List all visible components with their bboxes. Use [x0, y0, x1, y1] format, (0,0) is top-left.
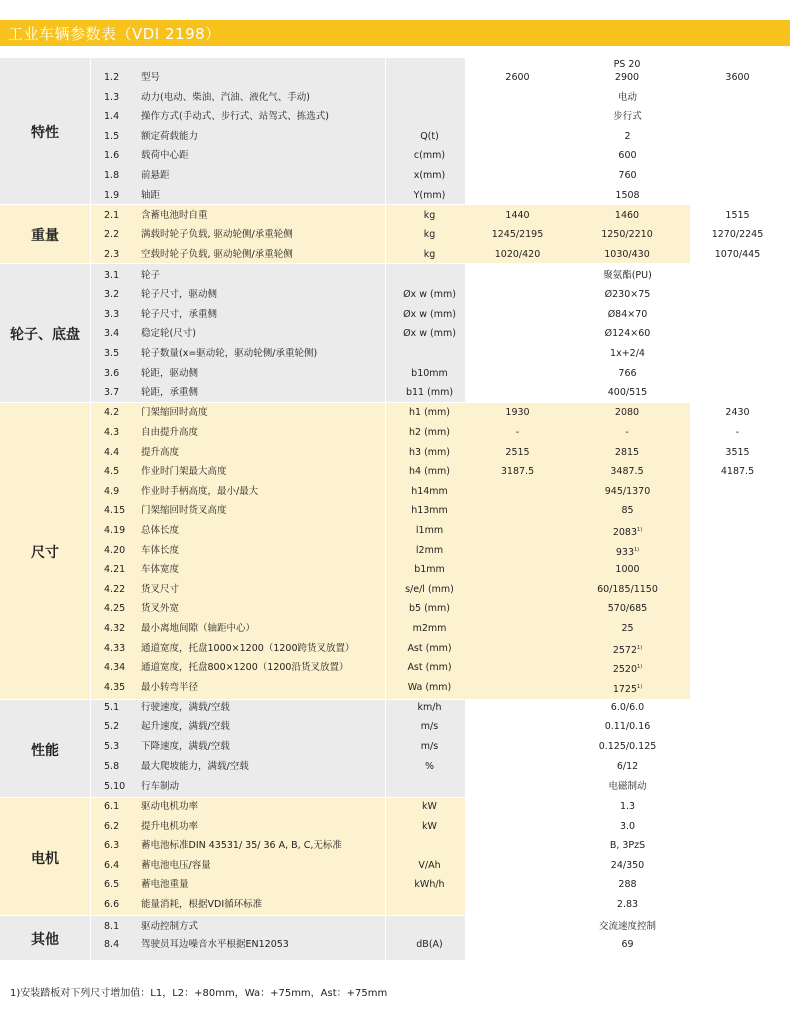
row-number: 4.32: [104, 623, 126, 634]
spec-row: [0, 206, 790, 225]
value-text: 6/12: [616, 761, 639, 772]
row-unit: Øx w (mm): [403, 309, 456, 320]
row-description: 蓄电池重量: [141, 879, 189, 890]
value-model-2: 1460: [614, 210, 640, 221]
row-description: 轮子尺寸，驱动侧: [141, 289, 218, 300]
value-text: 60/185/1150: [597, 584, 658, 595]
value-model-2: 2815: [614, 447, 640, 458]
value-model-2: 1250/2210: [601, 229, 653, 240]
row-value: [470, 266, 785, 285]
spec-row: [0, 462, 790, 481]
spec-row: [0, 521, 790, 540]
row-number: 1.4: [104, 111, 120, 122]
row-description: 提升电机功率: [141, 821, 199, 832]
spec-row: [0, 324, 790, 343]
spec-row: [0, 817, 790, 836]
spec-row: [0, 166, 790, 185]
row-unit: h13mm: [411, 505, 448, 516]
spec-row: [0, 146, 790, 165]
value-text: 2083: [612, 527, 638, 538]
row-number: 6.2: [104, 821, 120, 832]
row-unit: b5 (mm): [408, 603, 450, 614]
row-number: 5.3: [104, 741, 120, 752]
spec-row: [0, 364, 790, 383]
value-model-1: 2515: [505, 447, 530, 458]
row-unit: kg: [423, 249, 436, 260]
row-number: 5.2: [104, 721, 120, 732]
row-unit: Øx w (mm): [403, 289, 456, 300]
row-number: 1.6: [104, 150, 120, 161]
value-text: 步行式: [613, 111, 642, 122]
value-model-2: 3487.5: [610, 466, 644, 477]
spec-row: [0, 619, 790, 638]
row-value: [470, 895, 785, 914]
value-text: 1725: [612, 684, 638, 695]
row-value: [470, 166, 785, 185]
row-description: 提升高度: [141, 447, 180, 458]
row-value: [470, 777, 785, 796]
value-text: 85: [621, 505, 634, 516]
row-value: [470, 856, 785, 875]
row-unit: h3 (mm): [408, 447, 450, 458]
row-number: 6.4: [104, 860, 120, 871]
spec-row: [0, 797, 790, 816]
value-text: 25: [621, 623, 634, 634]
row-number: 6.3: [104, 840, 120, 851]
row-unit: kg: [423, 229, 436, 240]
row-unit: s/e/l (mm): [405, 584, 454, 595]
spec-row: [0, 678, 790, 697]
value-model-3: 1070/445: [714, 249, 761, 260]
row-description: 行车制动: [141, 781, 180, 792]
row-description: 驱动控制方式: [141, 921, 199, 932]
row-value: [470, 917, 785, 936]
value-model-3: 4187.5: [720, 466, 755, 477]
row-description: 含蓄电池时自重: [141, 210, 208, 221]
row-number: 2.3: [104, 249, 120, 260]
row-description: 起升速度，满载/空载: [141, 721, 230, 732]
spec-row: [0, 88, 790, 107]
row-description: 驱动电机功率: [141, 801, 199, 812]
row-unit: b11 (mm): [405, 387, 454, 398]
row-number: 4.2: [104, 407, 120, 418]
row-description: 门架缩回时货叉高度: [141, 505, 227, 516]
row-unit: Wa (mm): [407, 682, 452, 693]
row-description: 轴距: [141, 190, 161, 201]
row-value: [470, 107, 785, 126]
row-number: 1.8: [104, 170, 120, 181]
row-value: [470, 482, 785, 501]
title-bar: [0, 20, 790, 46]
row-value: [470, 344, 785, 363]
row-unit: kWh/h: [414, 879, 445, 890]
value-model-3: -: [735, 427, 740, 438]
value-text: 聚氨酯(PU): [603, 270, 652, 281]
row-unit: Q(t): [420, 131, 439, 142]
row-value: [470, 619, 785, 638]
row-description: 轮子数量(x=驱动轮，驱动轮侧/承重轮侧): [141, 348, 318, 359]
row-unit: kW: [422, 801, 437, 812]
row-number: 4.5: [104, 466, 120, 477]
row-value: [470, 817, 785, 836]
row-value: [470, 364, 785, 383]
footnote-marker: 1): [637, 645, 643, 651]
row-description: 总体长度: [141, 525, 180, 536]
row-unit: Ast (mm): [407, 643, 452, 654]
row-value: [470, 580, 785, 599]
row-value: [470, 146, 785, 165]
row-description: 稳定轮(尺寸): [141, 328, 196, 339]
row-number: 4.34: [104, 662, 126, 673]
row-description: 轮子: [141, 270, 161, 281]
row-description: 作业时手柄高度，最小/最大: [141, 486, 259, 497]
row-number: 8.1: [104, 921, 120, 932]
spec-row: [0, 836, 790, 855]
row-value: [470, 717, 785, 736]
row-description: 自由提升高度: [141, 427, 199, 438]
row-value: [470, 541, 785, 562]
row-description: 货叉尺寸: [141, 584, 180, 595]
row-description: 空载时轮子负载, 驱动轮侧/承重轮侧: [141, 249, 293, 260]
spec-row: [0, 443, 790, 462]
spec-row: [0, 403, 790, 422]
spec-row: [0, 935, 790, 954]
spec-row: [0, 225, 790, 244]
page-title: 工业车辆参数表（VDI 2198）: [8, 25, 221, 43]
row-value: [470, 186, 785, 205]
row-value: [470, 658, 785, 679]
row-number: 4.20: [104, 545, 126, 556]
spec-row: [0, 107, 790, 126]
value-model-1: 1440: [505, 210, 530, 221]
section-label: 轮子、底盘: [10, 327, 80, 343]
model-name: PS 20: [613, 59, 641, 70]
row-description: 动力(电动、柴油、汽油、液化气、手动): [141, 92, 310, 103]
row-description: 轮子尺寸，承重侧: [141, 309, 218, 320]
row-value: [470, 678, 785, 699]
row-unit: Ast (mm): [407, 662, 452, 673]
row-unit: h4 (mm): [408, 466, 450, 477]
row-value: [470, 324, 785, 343]
row-number: 5.10: [104, 781, 126, 792]
row-unit: %: [424, 761, 435, 772]
section-label: 电机: [31, 850, 59, 867]
row-unit: m2mm: [412, 623, 447, 634]
row-description: 操作方式(手动式、步行式、站驾式、拣选式): [141, 111, 329, 122]
row-description: 行驶速度，满载/空载: [141, 702, 230, 713]
value-model-1: 1020/420: [494, 249, 541, 260]
row-number: 4.35: [104, 682, 126, 693]
section-label: 特性: [31, 125, 59, 141]
row-value: [470, 875, 785, 894]
value-text: 600: [618, 150, 637, 161]
spec-row: [0, 777, 790, 796]
row-value: [470, 560, 785, 579]
value-text: 2572: [612, 645, 638, 656]
spec-row: [0, 245, 790, 264]
row-unit: h14mm: [411, 486, 448, 497]
value-model-2: 2900: [614, 72, 640, 83]
row-unit: b10mm: [411, 368, 448, 379]
row-description: 货叉外宽: [141, 603, 180, 614]
row-value: [470, 757, 785, 776]
row-value: [470, 305, 785, 324]
row-description: 驾驶员耳边噪音水平根据EN12053: [141, 939, 289, 950]
footnote: 1)安装踏板对下列尺寸增加值：L1，L2：+80mm，Wa：+75mm，Ast：+75mm: [10, 988, 388, 999]
row-description: 满载时轮子负载, 驱动轮侧/承重轮侧: [141, 229, 293, 240]
row-description: 车体宽度: [141, 564, 180, 575]
row-number: 1.3: [104, 92, 120, 103]
row-description: 最大爬坡能力，满载/空载: [141, 761, 249, 772]
value-text: 400/515: [607, 387, 648, 398]
row-number: 4.3: [104, 427, 120, 438]
row-number: 1.5: [104, 131, 120, 142]
value-model-2: 2080: [614, 407, 640, 418]
spec-row: [0, 875, 790, 894]
spec-row: [0, 658, 790, 677]
row-number: 6.6: [104, 899, 120, 910]
value-text: 945/1370: [604, 486, 651, 497]
spec-row: [0, 917, 790, 936]
row-number: 2.1: [104, 210, 120, 221]
row-unit: h2 (mm): [408, 427, 450, 438]
row-number: 3.5: [104, 348, 120, 359]
spec-row: [0, 127, 790, 146]
value-text: 1x+2/4: [610, 348, 645, 359]
section-label: 其他: [31, 932, 59, 948]
row-value: [470, 88, 785, 107]
row-unit: Øx w (mm): [403, 328, 456, 339]
value-text: 2.83: [616, 899, 639, 910]
row-number: 4.33: [104, 643, 126, 654]
spec-row: [0, 344, 790, 363]
value-text: 2520: [612, 664, 638, 675]
value-text: 交流速度控制: [598, 921, 656, 932]
row-number: 3.7: [104, 387, 120, 398]
row-number: 1.9: [104, 190, 120, 201]
value-text: 760: [618, 170, 637, 181]
row-unit: kW: [422, 821, 437, 832]
value-text: 1000: [615, 564, 640, 575]
spec-row: [0, 757, 790, 776]
row-number: 3.6: [104, 368, 120, 379]
footnote-marker: 1): [637, 527, 643, 533]
value-text: 570/685: [607, 603, 648, 614]
value-model-3: 3600: [725, 72, 750, 83]
spec-row: [0, 305, 790, 324]
spec-row: [0, 856, 790, 875]
footnote-marker: 1): [637, 664, 643, 670]
row-description: 最小离地间隙（轴距中心）: [141, 623, 256, 634]
row-description: 额定荷载能力: [141, 131, 199, 142]
row-description: 前悬距: [141, 170, 170, 181]
row-description: 作业时门架最大高度: [141, 466, 227, 477]
spec-row: [0, 423, 790, 442]
value-model-1: 2600: [505, 72, 530, 83]
row-unit: c(mm): [413, 150, 446, 161]
row-value: [470, 383, 785, 402]
spec-row: [0, 285, 790, 304]
row-description: 载荷中心距: [141, 150, 189, 161]
section-label: 重量: [31, 228, 59, 244]
value-text: 1508: [615, 190, 640, 201]
row-description: 轮距，承重侧: [141, 387, 199, 398]
row-number: 3.3: [104, 309, 120, 320]
section-label: 尺寸: [31, 545, 59, 561]
value-text: B, 3PzS: [609, 840, 646, 851]
value-text: 0.11/0.16: [604, 721, 651, 732]
spec-row: [0, 580, 790, 599]
value-model-3: 3515: [725, 447, 750, 458]
row-number: 8.4: [104, 939, 120, 950]
row-number: 3.1: [104, 270, 120, 281]
footnote-marker: 1): [637, 684, 643, 690]
row-unit: Y(mm): [413, 190, 446, 201]
row-description: 车体长度: [141, 545, 180, 556]
row-number: 4.22: [104, 584, 126, 595]
spec-row: [0, 895, 790, 914]
row-value: [470, 737, 785, 756]
row-unit: l2mm: [415, 545, 444, 556]
value-text: 24/350: [610, 860, 645, 871]
value-text: 288: [618, 879, 637, 890]
footnote-marker: 1): [634, 547, 640, 553]
row-unit: V/Ah: [418, 860, 441, 871]
spec-row: [0, 698, 790, 717]
value-text: Ø84×70: [607, 309, 648, 320]
value-text: 0.125/0.125: [598, 741, 657, 752]
row-value: [470, 521, 785, 542]
row-value: [470, 285, 785, 304]
row-unit: km/h: [417, 702, 442, 713]
row-number: 5.8: [104, 761, 120, 772]
spec-row: [0, 560, 790, 579]
spec-row: [0, 59, 790, 87]
row-value: [470, 836, 785, 855]
value-text: Ø230×75: [604, 289, 651, 300]
row-number: 4.15: [104, 505, 126, 516]
value-model-3: 1270/2245: [711, 229, 764, 240]
spec-row: [0, 737, 790, 756]
row-value: [470, 501, 785, 520]
row-number: 6.1: [104, 801, 120, 812]
value-model-3: 2430: [725, 407, 750, 418]
spec-row: [0, 639, 790, 658]
row-description: 能量消耗，根据VDI循环标准: [141, 899, 263, 910]
row-value: [470, 935, 785, 954]
section-label: 性能: [31, 742, 59, 759]
value-text: 3.0: [619, 821, 636, 832]
value-text: 933: [615, 547, 634, 558]
value-model-1: 1930: [505, 407, 530, 418]
row-unit: dB(A): [416, 939, 443, 950]
row-value: [470, 698, 785, 717]
value-text: 2: [624, 131, 631, 142]
row-number: 4.4: [104, 447, 120, 458]
row-description: 门架缩回时高度: [141, 407, 208, 418]
row-description: 蓄电池电压/容量: [141, 860, 211, 871]
row-number: 5.1: [104, 702, 120, 713]
spec-row: [0, 482, 790, 501]
row-description: 下降速度，满载/空载: [141, 741, 230, 752]
value-model-2: -: [625, 427, 629, 438]
row-number: 2.2: [104, 229, 120, 240]
spec-row: [0, 186, 790, 205]
value-model-1: -: [515, 427, 520, 438]
row-number: 4.25: [104, 603, 126, 614]
value-text: 6.0/6.0: [610, 702, 645, 713]
row-unit: m/s: [420, 721, 439, 732]
spec-row: [0, 383, 790, 402]
row-description: 通道宽度，托盘800×1200（1200沿货叉放置）: [141, 662, 349, 673]
row-unit: m/s: [420, 741, 439, 752]
spec-row: [0, 501, 790, 520]
row-unit: b1mm: [414, 564, 445, 575]
value-model-1: 1245/2195: [491, 229, 544, 240]
row-number: 4.9: [104, 486, 120, 497]
row-unit: l1mm: [415, 525, 444, 536]
row-value: [470, 639, 785, 660]
value-text: 电磁制动: [608, 781, 647, 792]
value-text: 766: [618, 368, 637, 379]
row-value: [470, 127, 785, 146]
spec-row: [0, 266, 790, 285]
value-text: 电动: [617, 92, 637, 103]
row-value: [470, 797, 785, 816]
row-number: 6.5: [104, 879, 120, 890]
spec-row: [0, 717, 790, 736]
row-description: 轮距，驱动侧: [141, 368, 199, 379]
value-model-1: 3187.5: [500, 466, 535, 477]
row-number: 1.2: [104, 72, 120, 83]
value-model-2: 1030/430: [604, 249, 650, 260]
row-description: 最小转弯半径: [141, 682, 199, 693]
spec-row: [0, 541, 790, 560]
row-value: [470, 599, 785, 618]
row-number: 3.4: [104, 328, 120, 339]
row-description: 型号: [141, 72, 161, 83]
spec-row: [0, 599, 790, 618]
row-description: 通道宽度，托盘1000×1200（1200跨货叉放置）: [141, 643, 355, 654]
row-number: 4.21: [104, 564, 126, 575]
row-unit: x(mm): [413, 170, 446, 181]
row-number: 3.2: [104, 289, 120, 300]
row-description: 蓄电池标准DIN 43531/ 35/ 36 A, B, C,无标准: [141, 840, 342, 851]
value-text: Ø124×60: [604, 328, 651, 339]
value-text: 1.3: [619, 801, 636, 812]
value-model-3: 1515: [725, 210, 750, 221]
value-text: 69: [621, 939, 634, 950]
row-unit: h1 (mm): [408, 407, 450, 418]
row-number: 4.19: [104, 525, 126, 536]
row-unit: kg: [423, 210, 436, 221]
